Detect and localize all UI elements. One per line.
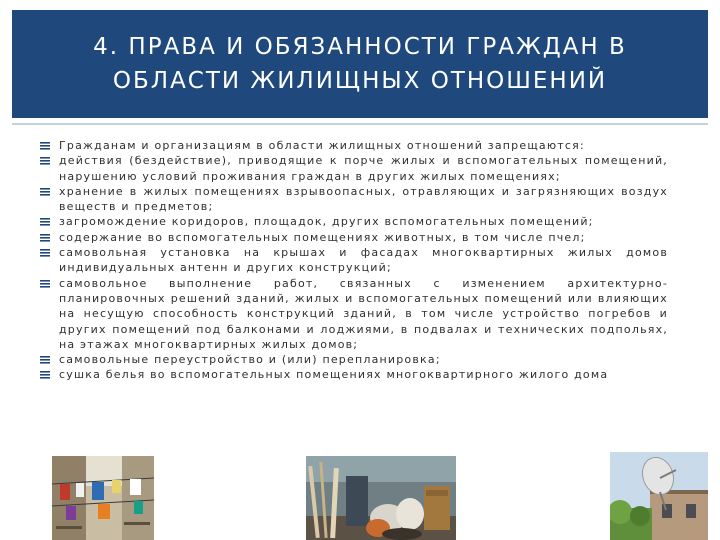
list-bullet-icon (40, 218, 50, 226)
bullet-item (40, 367, 668, 382)
list-bullet-icon (40, 157, 50, 165)
cluttered-corridor-image (306, 456, 456, 540)
title-bar (12, 10, 708, 118)
bullet-item (40, 352, 668, 367)
list-bullet-icon (40, 188, 50, 196)
bullet-item (40, 153, 668, 184)
laundry-balcony-image (52, 456, 154, 540)
cluttered-corridor-photo (306, 456, 456, 540)
bullet-text: содержание во вспомогательных помещениях животных, в том числе пчел; (59, 230, 586, 244)
satellite-dish-image (610, 452, 708, 540)
bullet-item (40, 138, 668, 153)
satellite-dish-photo (610, 452, 708, 540)
slide-title-line-1: 4. ПРАВА И ОБЯЗАННОСТИ ГРАЖДАН В (93, 34, 627, 60)
list-bullet-icon (40, 356, 50, 364)
bullet-text: действия (бездействие), приводящие к порче жилых и вспомогательных помещений, нарушению условий проживания граждан в других жилых помещениях; (59, 154, 668, 183)
slide-title-line-2: ОБЛАСТИ ЖИЛИЩНЫХ ОТНОШЕНИЙ (112, 68, 608, 94)
bullet-item (40, 184, 668, 215)
bullet-text: самовольное выполнение работ, связанных с изменением архитектурно-планировочных решений зданий, жилых и вспомогательных помещений или влияющих на несущую способность конструкций зданий, в том числе устройство погребов и других помещений под балконами и лоджиями, в подвалах и технических подпольях, на этажах многоквартирных жилых домов; (59, 276, 668, 351)
bullet-text: самовольные переустройство и (или) перепланировка; (59, 353, 441, 367)
bullet-text: самовольная установка на крышах и фасадах многоквартирных жилых домов индивидуальных антенн и других конструкций; (59, 246, 668, 275)
list-bullet-icon (40, 234, 50, 242)
slide-title (93, 30, 627, 98)
bullet-text: хранение в жилых помещениях взрывоопасных, отравляющих и загрязняющих воздух веществ и предметов; (59, 184, 668, 214)
bullet-item (40, 245, 668, 276)
bullet-item (40, 214, 668, 229)
title-divider (12, 123, 708, 125)
list-bullet-icon (40, 371, 50, 379)
bullet-list (40, 138, 668, 383)
list-bullet-icon (40, 280, 50, 288)
bullet-item (40, 230, 668, 245)
bullet-item (40, 276, 668, 352)
list-bullet-icon (40, 142, 50, 150)
bullet-text: сушка белья во вспомогательных помещениях многоквартирного жилого дома (59, 368, 609, 382)
laundry-balcony-photo (52, 456, 154, 540)
list-bullet-icon (40, 249, 50, 257)
bullet-text: загромождение коридоров, площадок, других вспомогательных помещений; (59, 215, 594, 229)
bullet-text: Гражданам и организациям в области жилищных отношений запрещаются: (59, 139, 585, 152)
